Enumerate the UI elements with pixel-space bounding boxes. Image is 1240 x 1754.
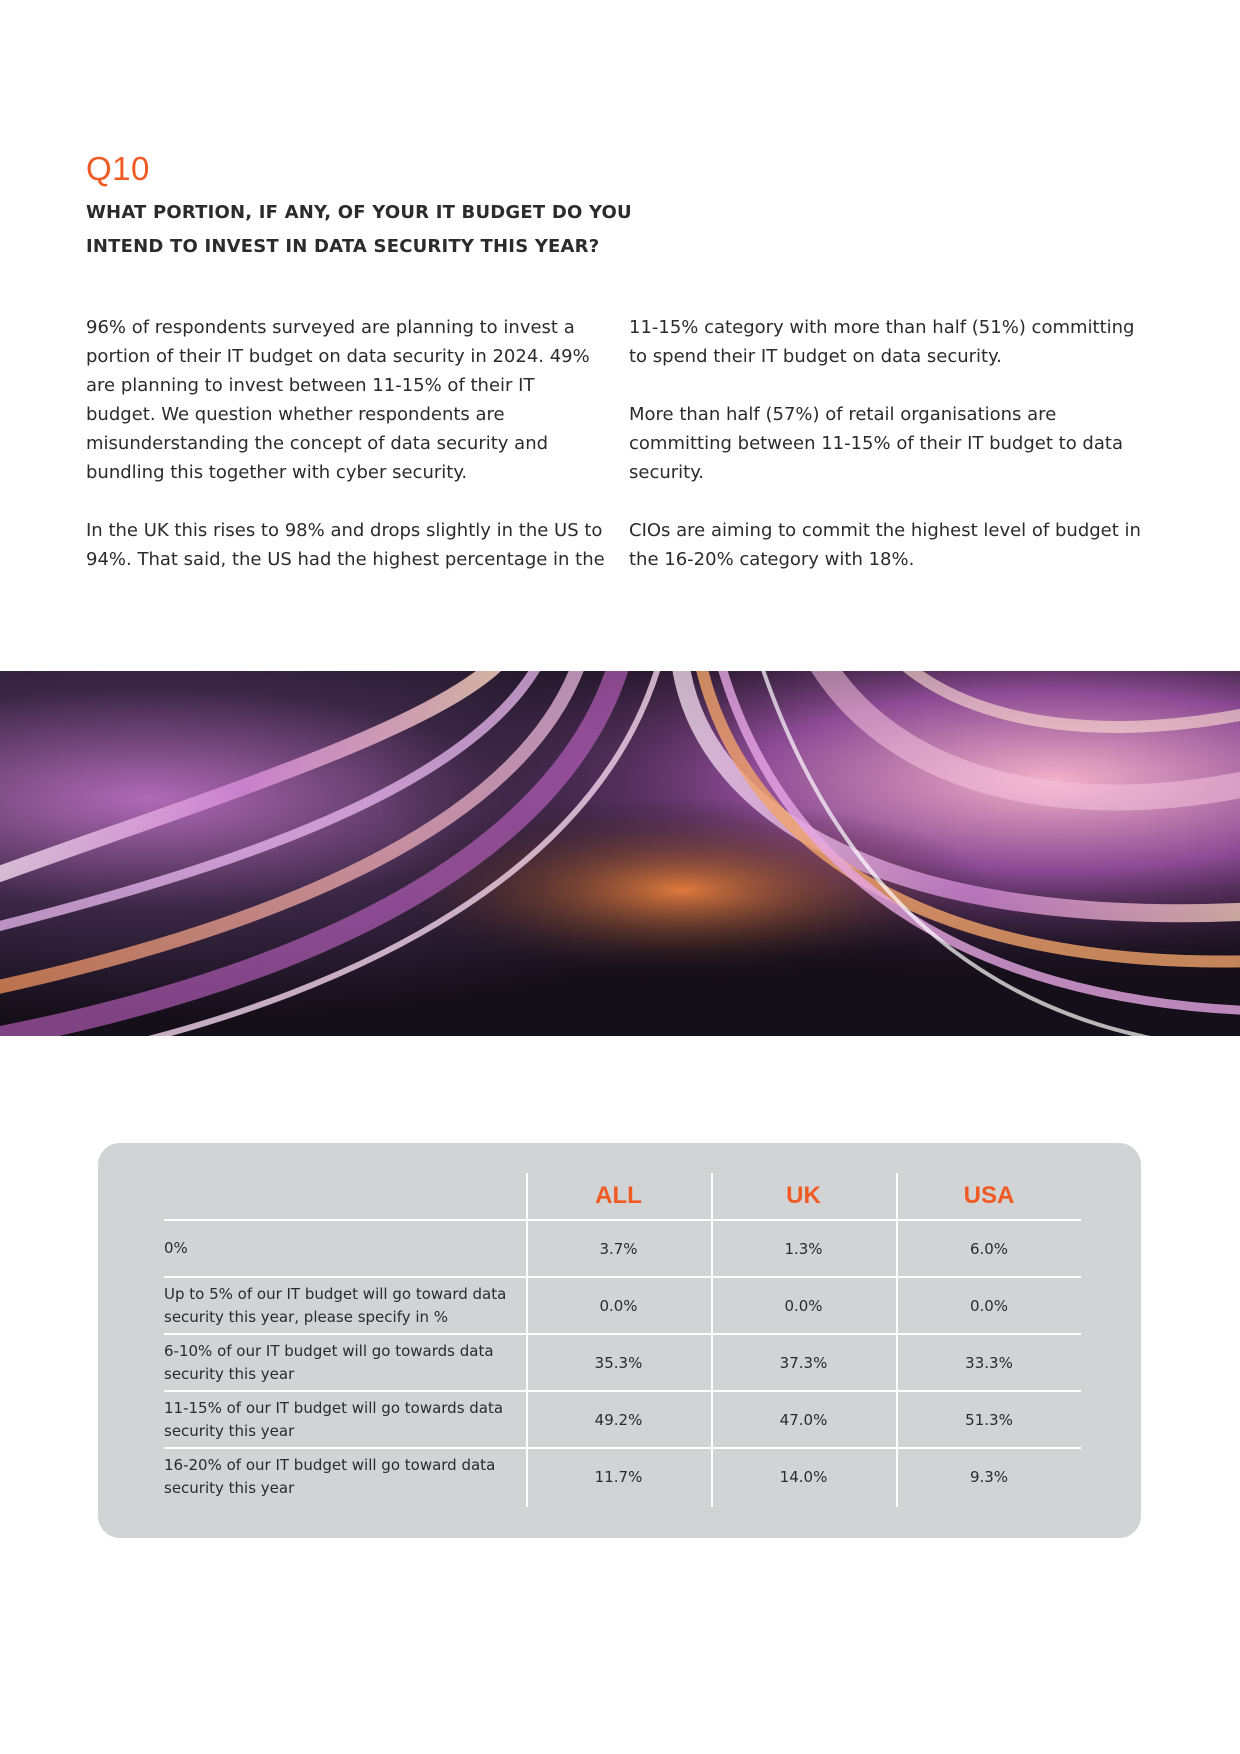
cell-uk: 0.0%	[784, 1296, 823, 1315]
table-row	[164, 1221, 1081, 1278]
cell-usa: 9.3%	[969, 1467, 1009, 1486]
row-label: 0%	[164, 1239, 188, 1257]
table-row	[164, 1335, 1081, 1392]
body-column-left	[86, 313, 606, 603]
table-header-row	[164, 1173, 1081, 1221]
body-paragraph: 11-15% category with more than half (51%) committing to spend their IT budget on data security.	[629, 317, 1135, 367]
body-paragraph: 96% of respondents surveyed are planning to invest a portion of their IT budget on data security in 2024. 49% are planning to invest between 11-15% of their IT budget. We question whether respondents are misunderstanding the concept of data security and bundling this together with cyber security.	[86, 317, 590, 483]
cell-all: 11.7%	[594, 1467, 643, 1486]
cell-all: 3.7%	[599, 1239, 638, 1258]
question-title-line-2: INTEND TO INVEST IN DATA SECURITY THIS YEAR?	[86, 236, 600, 257]
cell-usa: 33.3%	[965, 1353, 1013, 1372]
cell-uk: 1.3%	[784, 1239, 823, 1258]
cell-usa: 0.0%	[969, 1296, 1009, 1315]
cell-all: 49.2%	[594, 1410, 643, 1429]
cell-uk: 47.0%	[779, 1410, 828, 1429]
row-label: 16-20% of our IT budget will go toward data security this year	[164, 1455, 496, 1497]
column-header-uk: UK	[786, 1182, 821, 1209]
question-number: Q10	[86, 150, 150, 187]
cell-uk: 37.3%	[779, 1353, 828, 1372]
abstract-light-streaks	[0, 671, 1240, 1036]
row-label: 11-15% of our IT budget will go towards data security this year	[164, 1398, 504, 1440]
cell-usa: 51.3%	[965, 1410, 1013, 1429]
body-paragraph: CIOs are aiming to commit the highest level of budget in the 16-20% category with 18%.	[629, 520, 1141, 570]
body-paragraph: More than half (57%) of retail organisations are committing between 11-15% of their IT budget to data security.	[629, 404, 1123, 483]
cell-all: 0.0%	[599, 1296, 638, 1315]
table-row	[164, 1278, 1081, 1335]
table-row	[164, 1392, 1081, 1449]
row-label: Up to 5% of our IT budget will go toward data security this year, please specify in %	[164, 1284, 507, 1326]
cell-all: 35.3%	[594, 1353, 643, 1372]
row-label: 6-10% of our IT budget will go towards data security this year	[164, 1341, 494, 1383]
question-title-line-1: WHAT PORTION, IF ANY, OF YOUR IT BUDGET DO YOU	[86, 202, 632, 223]
budget-table	[164, 1173, 1081, 1504]
body-column-right	[629, 313, 1149, 603]
cell-usa: 6.0%	[969, 1239, 1009, 1258]
body-paragraph: In the UK this rises to 98% and drops slightly in the US to 94%. That said, the US had the highest percentage in the	[86, 520, 605, 570]
question-title	[86, 196, 646, 264]
cell-uk: 14.0%	[779, 1467, 828, 1486]
abstract-light-banner-image	[0, 671, 1240, 1036]
column-header-all: ALL	[595, 1182, 642, 1209]
budget-table-card	[98, 1143, 1141, 1538]
table-row	[164, 1449, 1081, 1504]
column-header-usa: USA	[963, 1182, 1015, 1209]
